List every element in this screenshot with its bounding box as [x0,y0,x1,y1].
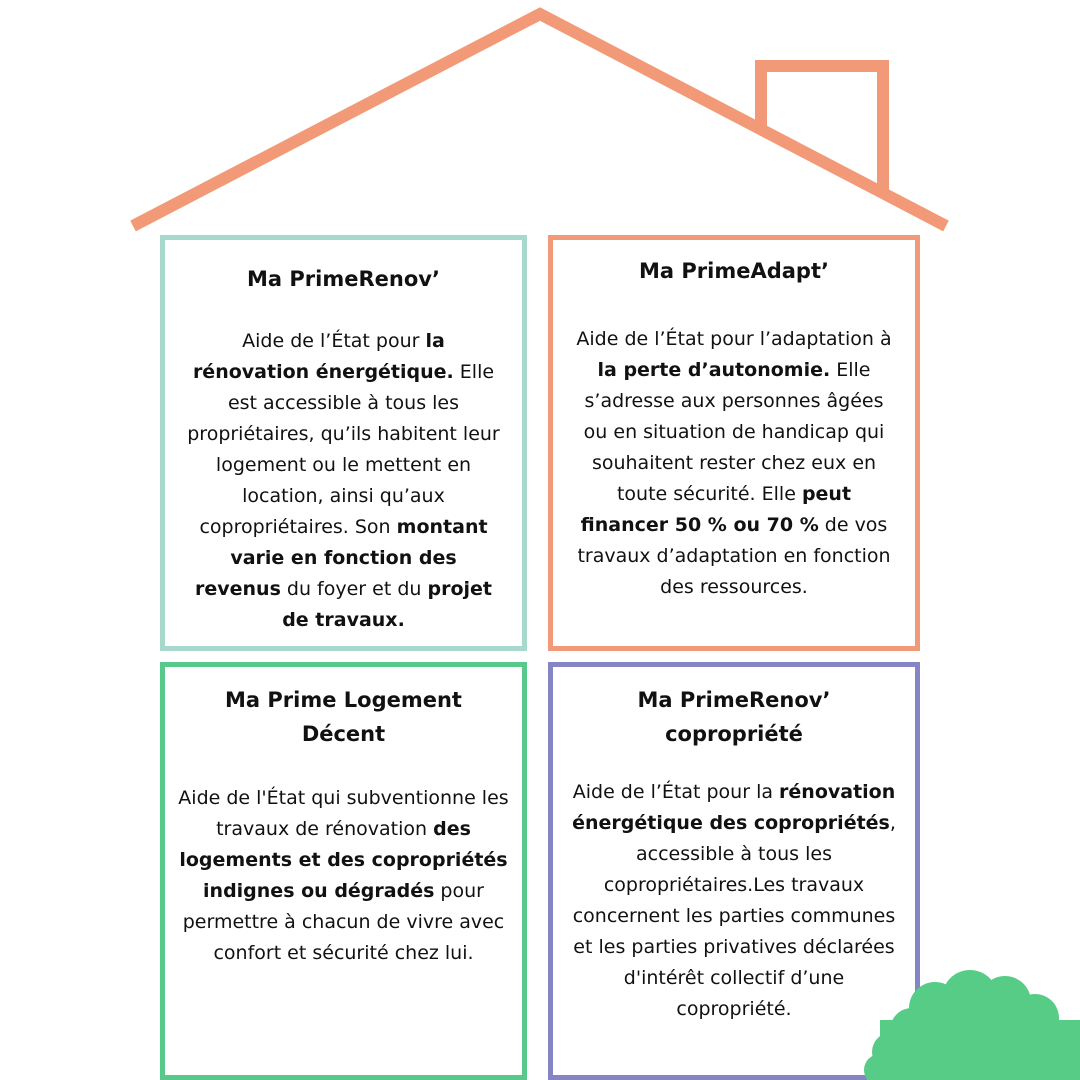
text-run: Elle est accessible à tous les propriétaires, qu’ils habitent leur logement ou le mettent en location, ainsi qu’aux copropriétaires. Son [187,361,500,538]
bold-text: la perte d’autonomie. [597,359,831,381]
text-run: du foyer et du [280,578,428,600]
bold-text: montant varie en fonction des revenus [194,516,488,600]
text-run: Aide de l’État pour [242,330,426,352]
card-title: Ma Prime Logement Décent [225,688,462,746]
text-run: Aide de l'État qui subventionne les travaux de rénovation [178,787,509,840]
card-description [165,783,522,969]
bold-text: des logements et des copropriétés indignes ou dégradés [179,818,508,902]
card-description [165,326,522,636]
bold-text: peut financer 50 % ou 70 % [580,483,852,536]
text-run: Aide de l’État pour l’adaptation à [576,328,892,350]
card-title: Ma PrimeAdapt’ [639,259,829,283]
text-run: de vos travaux d’adaptation en fonction des ressources. [577,514,891,598]
text-run: pour permettre à chacun de vivre avec confort et sécurité chez lui. [182,880,505,964]
chimney-line [761,66,883,190]
bush-icon [860,970,1080,1080]
card-description [553,324,915,603]
text-run: Elle s’adresse aux personnes âgées ou en situation de handicap qui souhaitent rester chez eux en toute sécurité. Elle [583,359,885,505]
text-run: , accessible à tous les copropriétaires.Les travaux concernent les parties communes et les parties privatives déclarées d'intérêt collectif d’une copropriété. [572,812,896,1020]
bold-text: la rénovation énergétique. [192,330,454,383]
roof-line [133,14,946,226]
card-ma-prime-logement-decent [160,662,527,1080]
card-ma-primerenov [160,235,527,651]
card-ma-primeadapt [548,235,920,651]
bold-text: rénovation énergétique des copropriétés [572,781,896,834]
card-title: Ma PrimeRenov’ copropriété [637,688,831,746]
bold-text: projet de travaux. [282,578,492,631]
card-title: Ma PrimeRenov’ [247,267,440,291]
text-run: Aide de l’État pour la [572,781,780,803]
